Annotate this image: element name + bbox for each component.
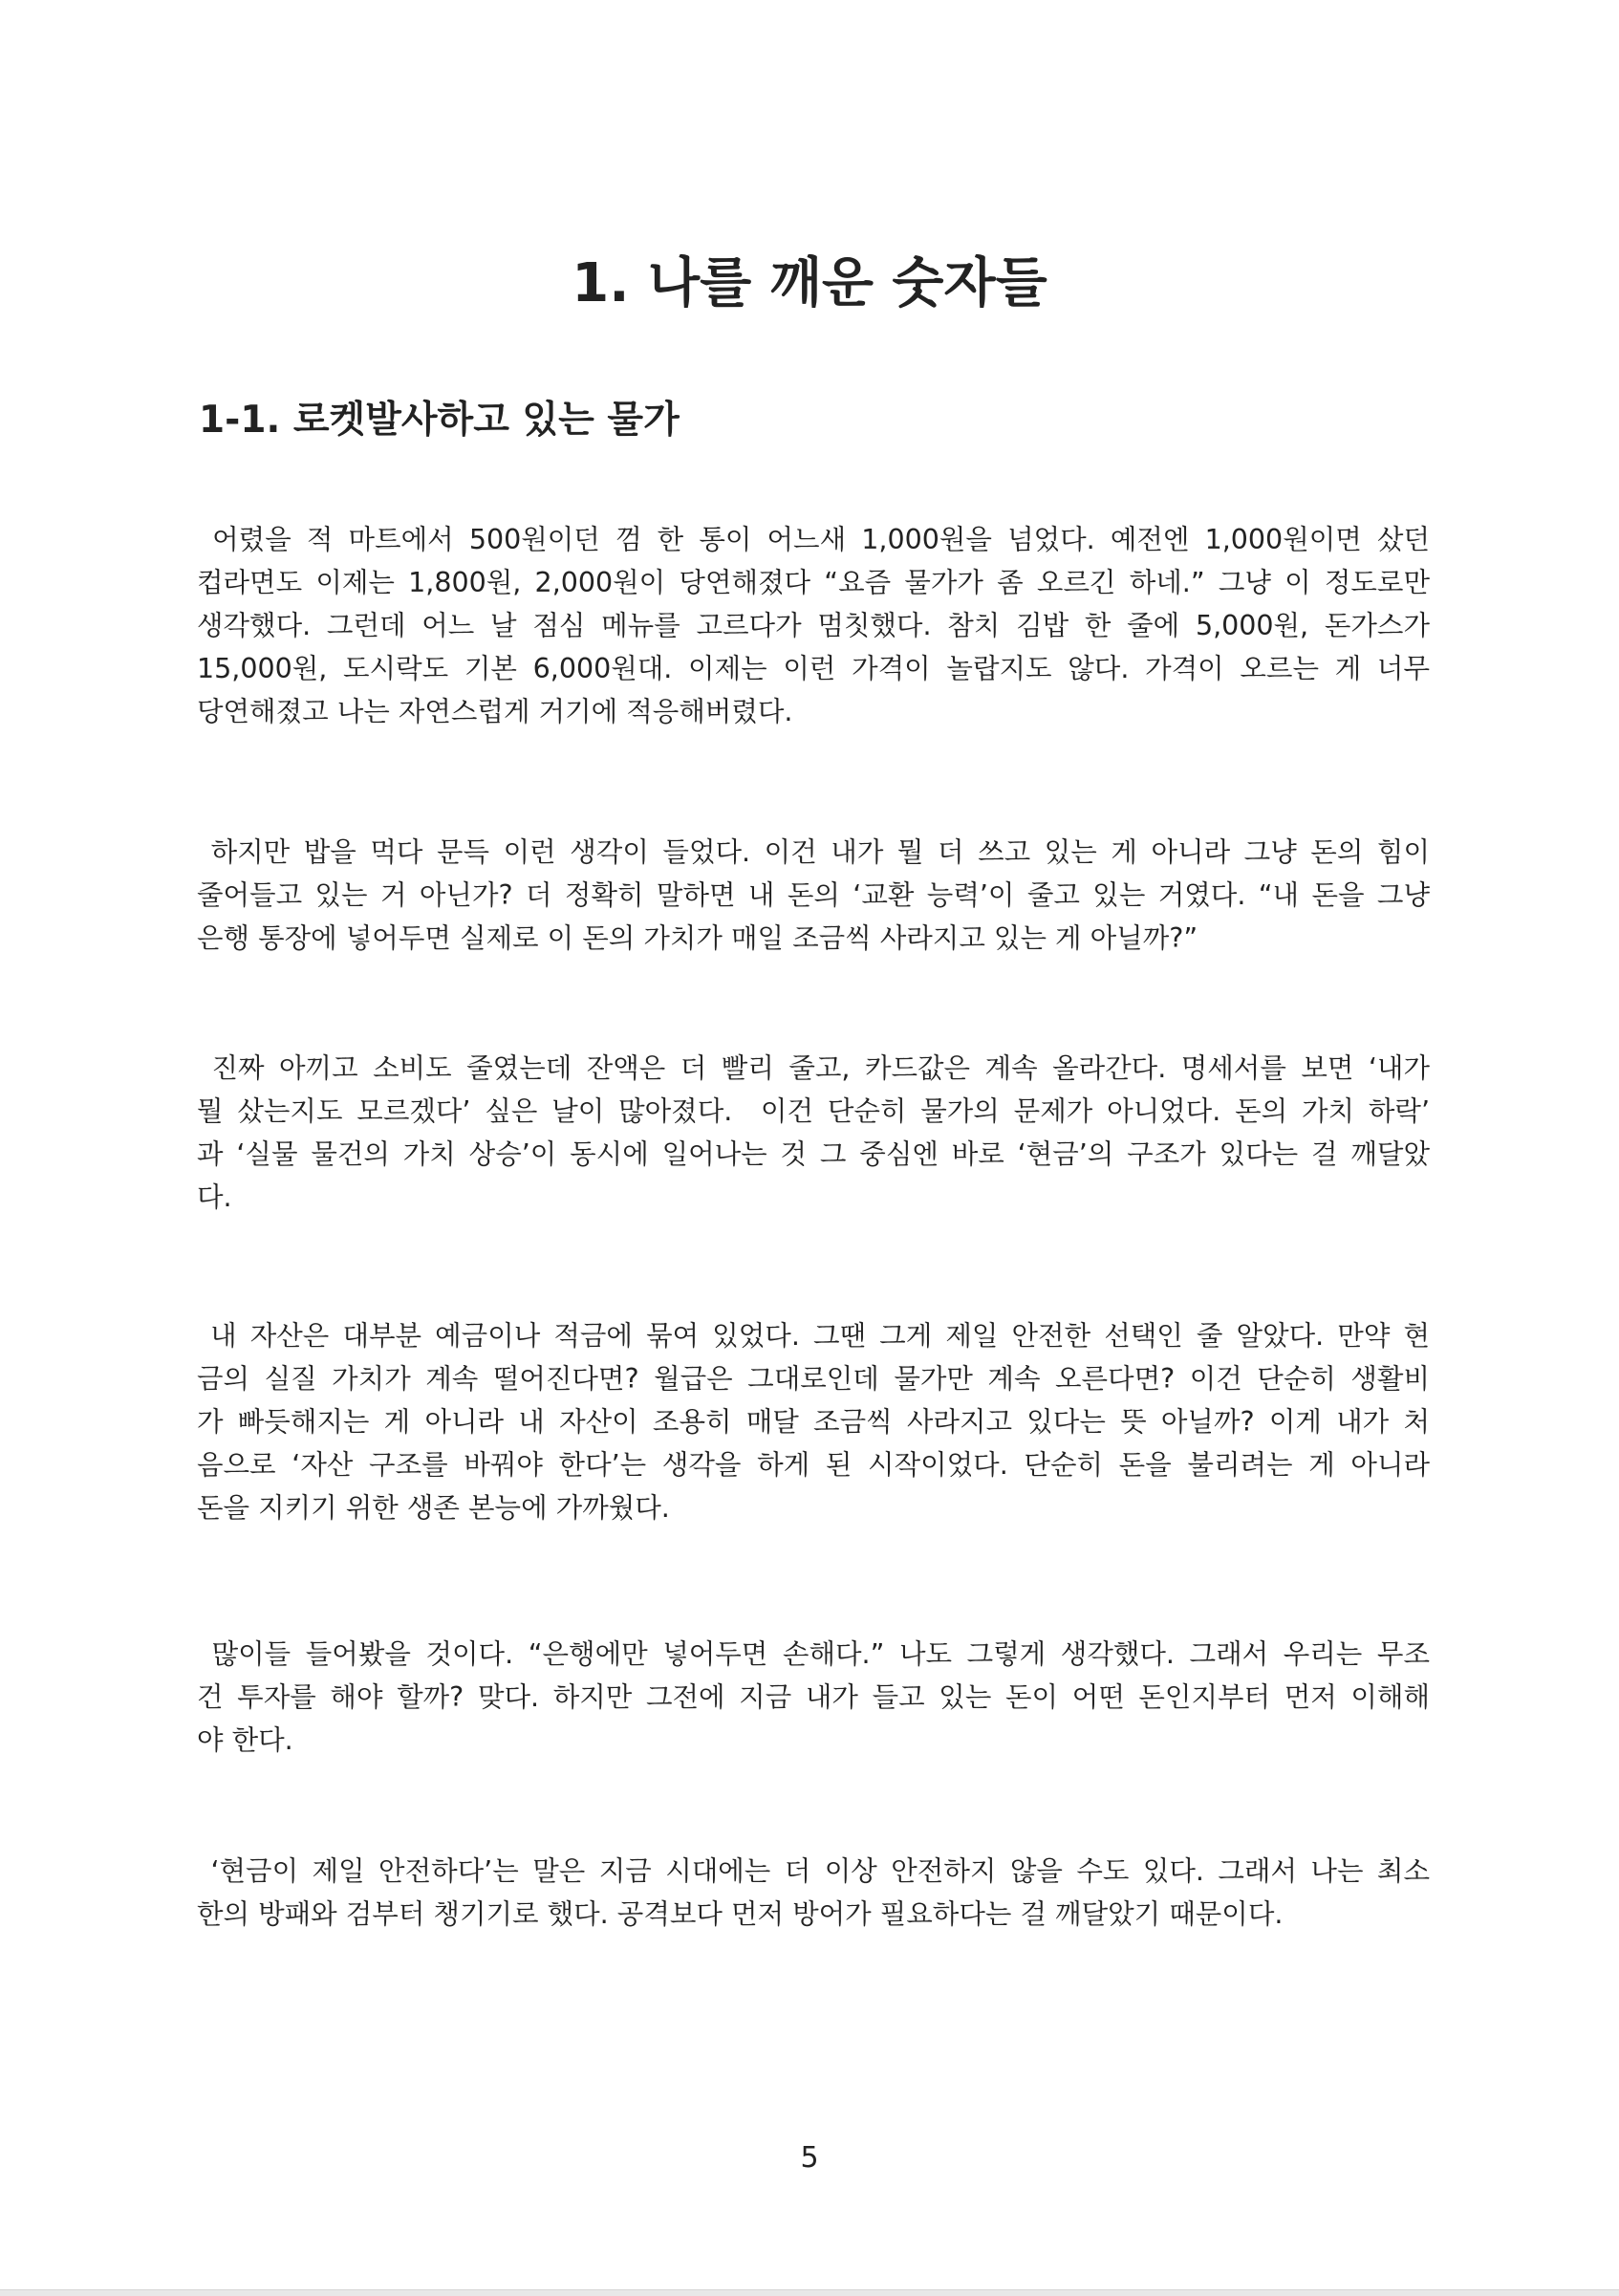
- paragraph: [197, 1850, 1430, 1936]
- paragraph: [197, 518, 1430, 733]
- text-line: 15,000원, 도시락도 기본 6,000원대. 이제는 이런 가격이 놀랍지도 않다. 가격이 오르는 게 너무: [197, 653, 1430, 684]
- text-line: 돈을 지키기 위한 생존 본능에 가까웠다.: [197, 1492, 670, 1524]
- text-line: ‘현금이 제일 안전하다’는 말은 지금 시대에는 더 이상 안전하지 않을 수도 있다. 그래서 나는 최소: [197, 1855, 1430, 1887]
- text-line: 컵라면도 이제는 1,800원, 2,000원이 당연해졌다 “요즘 물가가 좀 오르긴 하네.” 그냥 이 정도로만: [197, 567, 1430, 598]
- text-line: 뭘 샀는지도 모르겠다’ 싶은 날이 많아졌다. 이건 단순히 물가의 문제가 아니었다. 돈의 가치 하락’: [197, 1095, 1430, 1127]
- text-line: 건 투자를 해야 할까? 맞다. 하지만 그전에 지금 내가 들고 있는 돈이 어떤 돈인지부터 먼저 이해해: [197, 1681, 1430, 1713]
- text-line: 다.: [197, 1181, 232, 1213]
- text-line: 은행 통장에 넣어두면 실제로 이 돈의 가치가 매일 조금씩 사라지고 있는 게 아닐까?”: [197, 922, 1198, 954]
- section-heading: 1-1. 로켓발사하고 있는 물가: [199, 399, 680, 442]
- text-line: 야 한다.: [197, 1724, 293, 1756]
- text-line: 하지만 밥을 먹다 문득 이런 생각이 들었다. 이건 내가 뭘 더 쓰고 있는 게 아니라 그냥 돈의 힘이: [197, 836, 1430, 868]
- paragraph: [197, 1314, 1430, 1529]
- paragraph: [197, 1047, 1430, 1219]
- text-line: 줄어들고 있는 거 아닌가? 더 정확히 말하면 내 돈의 ‘교환 능력’이 줄고 있는 거였다. “내 돈을 그냥: [197, 879, 1430, 911]
- text-line: 과 ‘실물 물건의 가치 상승’이 동시에 일어나는 것 그 중심엔 바로 ‘현금’의 구조가 있다는 걸 깨달았: [197, 1138, 1430, 1170]
- text-line: 가 빠듯해지는 게 아니라 내 자산이 조용히 매달 조금씩 사라지고 있다는 뜻 아닐까? 이게 내가 처: [197, 1406, 1430, 1438]
- text-line: 많이들 들어봤을 것이다. “은행에만 넣어두면 손해다.” 나도 그렇게 생각했다. 그래서 우리는 무조: [197, 1638, 1430, 1670]
- text-line: 내 자산은 대부분 예금이나 적금에 묶여 있었다. 그땐 그게 제일 안전한 선택인 줄 알았다. 만약 현: [197, 1320, 1430, 1352]
- page-bottom-edge: [0, 2289, 1619, 2296]
- chapter-title: 1. 나를 깨운 숫자들: [572, 252, 1047, 314]
- text-line: 당연해졌고 나는 자연스럽게 거기에 적응해버렸다.: [197, 696, 793, 727]
- text-line: 금의 실질 가치가 계속 떨어진다면? 월급은 그대로인데 물가만 계속 오른다면? 이건 단순히 생활비: [197, 1363, 1430, 1395]
- paragraph: [197, 1633, 1430, 1762]
- page-number: 5: [800, 2141, 819, 2175]
- text-line: 음으로 ‘자산 구조를 바꿔야 한다’는 생각을 하게 된 시작이었다. 단순히 돈을 불리려는 게 아니라: [197, 1449, 1430, 1481]
- text-line: 한의 방패와 검부터 챙기기로 했다. 공격보다 먼저 방어가 필요하다는 걸 깨달았기 때문이다.: [197, 1898, 1284, 1930]
- text-line: 어렸을 적 마트에서 500원이던 껌 한 통이 어느새 1,000원을 넘었다. 예전엔 1,000원이면 샀던: [197, 524, 1430, 555]
- text-line: 진짜 아끼고 소비도 줄였는데 잔액은 더 빨리 줄고, 카드값은 계속 올라간다. 명세서를 보면 ‘내가: [197, 1052, 1430, 1084]
- paragraph: [197, 831, 1430, 960]
- text-line: 생각했다. 그런데 어느 날 점심 메뉴를 고르다가 멈칫했다. 참치 김밥 한 줄에 5,000원, 돈가스가: [197, 610, 1430, 641]
